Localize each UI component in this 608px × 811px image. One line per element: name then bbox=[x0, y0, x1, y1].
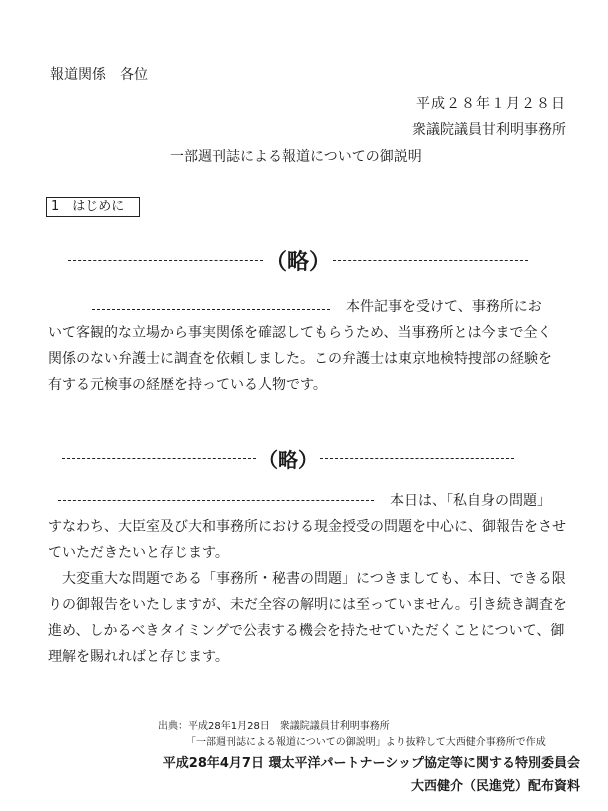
document-title: 一部週刊誌による報道についての御説明 bbox=[170, 149, 422, 165]
document-date: 平成２８年１月２８日 bbox=[416, 96, 566, 112]
event-line: 平成28年4月7日 環太平洋パートナーシップ協定等に関する特別委員会 bbox=[162, 756, 580, 771]
omitted-mark: （略） bbox=[258, 447, 318, 472]
paragraph-2-body: すなわち、大臣室及び大和事務所における現金授受の問題を中心に、御報告をさせていただきたいと存じます。 bbox=[48, 519, 566, 561]
omission-divider-1 bbox=[68, 245, 528, 275]
source-line-1: 出典：平成28年1月28日 衆議院議員甘利明事務所 bbox=[158, 721, 390, 732]
dash-line-left bbox=[62, 458, 256, 459]
handout-line: 大西健介（民進党）配布資料 bbox=[410, 779, 580, 794]
omitted-mark: （略） bbox=[265, 249, 332, 275]
omission-dash-short-1 bbox=[92, 309, 330, 310]
source-line-2: 「一部週刊誌による報道についての御説明」より抜粋して大西健介事務所で作成 bbox=[186, 737, 546, 748]
section-heading: 1 はじめに bbox=[46, 197, 140, 217]
paragraph-1-start: 本件記事を受けて、事務所にお bbox=[346, 299, 542, 315]
omission-divider-2 bbox=[62, 443, 514, 473]
addressee: 報道関係 各位 bbox=[50, 67, 148, 83]
dash-line-left bbox=[68, 260, 263, 261]
paragraph-3-body: 大変重大な問題である「事務所・秘書の問題」につきましても、本日、できる限りの御報告をいたしますが、未だ全容の解明には至っていません。引き続き調査を進め、しかるべきタイミングで公表する機会を持たせていただくことについて、御理解を賜れればと存じます。 bbox=[48, 571, 567, 665]
paragraph-2-start: 本日は、「私自身の問題」 bbox=[390, 493, 551, 509]
issuing-office: 衆議院議員甘利明事務所 bbox=[412, 122, 566, 138]
dash-line-right bbox=[333, 260, 528, 261]
omission-dash-short-2 bbox=[58, 500, 374, 501]
dash-line-right bbox=[320, 458, 514, 459]
paragraph-1-body: いて客観的な立場から事実関係を確認してもらうため、当事務所とは今まで全く関係のない弁護士に調査を依頼しました。この弁護士は東京地検特捜部の経験を有する元検事の経歴を持っている人物です。 bbox=[48, 325, 552, 393]
